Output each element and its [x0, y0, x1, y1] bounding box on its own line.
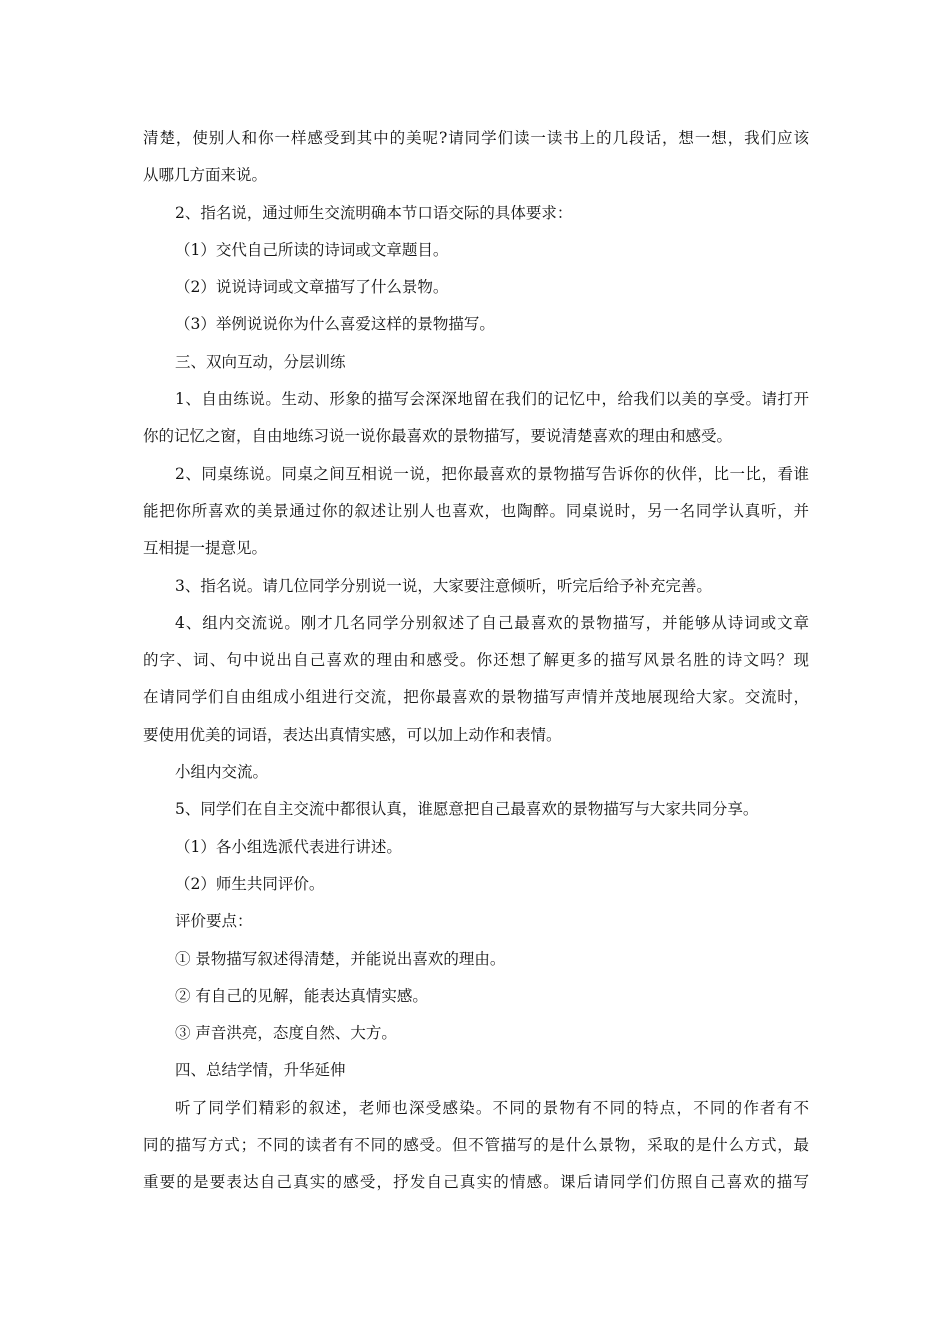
text-line: 的字、词、句中说出自己喜欢的理由和感受。你还想了解更多的描写风景名胜的诗文吗？现	[143, 651, 809, 670]
text-line: ① 景物描写叙述得清楚，并能说出喜欢的理由。	[175, 949, 506, 968]
text-line: 在请同学们自由组成小组进行交流，把你最喜欢的景物描写声情并茂地展现给大家。交流时，	[143, 688, 809, 707]
text-line: 你的记忆之窗，自由地练习说一说你最喜欢的景物描写，要说清楚喜欢的理由和感受。	[143, 427, 733, 446]
text-line: （3）举例说说你为什么喜爱这样的景物描写。	[175, 315, 495, 334]
text-line: 评价要点：	[175, 912, 253, 931]
text-line: 5、同学们在自主交流中都很认真，谁愿意把自己最喜欢的景物描写与大家共同分享。	[175, 800, 759, 819]
text-line: 2、指名说，通过师生交流明确本节口语交际的具体要求：	[175, 203, 573, 222]
text-line: 重要的是要表达自己真实的感受，抒发自己真实的情感。课后请同学们仿照自己喜欢的描写	[143, 1173, 809, 1192]
text-line: 从哪几方面来说。	[143, 166, 268, 185]
text-line: 同的描写方式；不同的读者有不同的感受。但不管描写的是什么景物，采取的是什么方式，最	[143, 1136, 809, 1155]
text-line: （2）说说诗词或文章描写了什么景物。	[175, 278, 449, 297]
text-line: （1）各小组选派代表进行讲述。	[175, 837, 402, 856]
text-line: （2）师生共同评价。	[175, 874, 325, 893]
text-line: （1）交代自己所读的诗词或文章题目。	[175, 240, 449, 259]
text-line: 要使用优美的词语，表达出真情实感，可以加上动作和表情。	[143, 725, 562, 744]
section-heading: 三、双向互动，分层训练	[175, 352, 346, 371]
text-line: 清楚，使别人和你一样感受到其中的美呢?请同学们读一读书上的几段话，想一想，我们应该	[143, 129, 809, 147]
text-line: 4、组内交流说。刚才几名同学分别叙述了自己最喜欢的景物描写，并能够从诗词或文章	[175, 613, 809, 632]
text-line: 3、指名说。请几位同学分别说一说，大家要注意倾听，听完后给予补充完善。	[175, 576, 712, 595]
text-line: 1、自由练说。生动、形象的描写会深深地留在我们的记忆中，给我们以美的享受。请打开	[175, 390, 809, 409]
text-line: 听了同学们精彩的叙述，老师也深受感染。不同的景物有不同的特点，不同的作者有不	[175, 1098, 809, 1117]
text-line: 小组内交流。	[175, 763, 269, 782]
text-line: ③ 声音洪亮，态度自然、大方。	[175, 1024, 397, 1043]
text-line: 2、同桌练说。同桌之间互相说一说，把你最喜欢的景物描写告诉你的伙伴，比一比，看谁	[175, 464, 809, 483]
text-line: 互相提一提意见。	[143, 539, 268, 558]
text-line: 能把你所喜欢的美景通过你的叙述让别人也喜欢，也陶醉。同桌说时，另一名同学认真听，并	[143, 501, 809, 520]
section-heading: 四、总结学情，升华延伸	[175, 1061, 346, 1080]
text-line: ② 有自己的见解，能表达真情实感。	[175, 986, 428, 1005]
document-body	[143, 120, 809, 1202]
